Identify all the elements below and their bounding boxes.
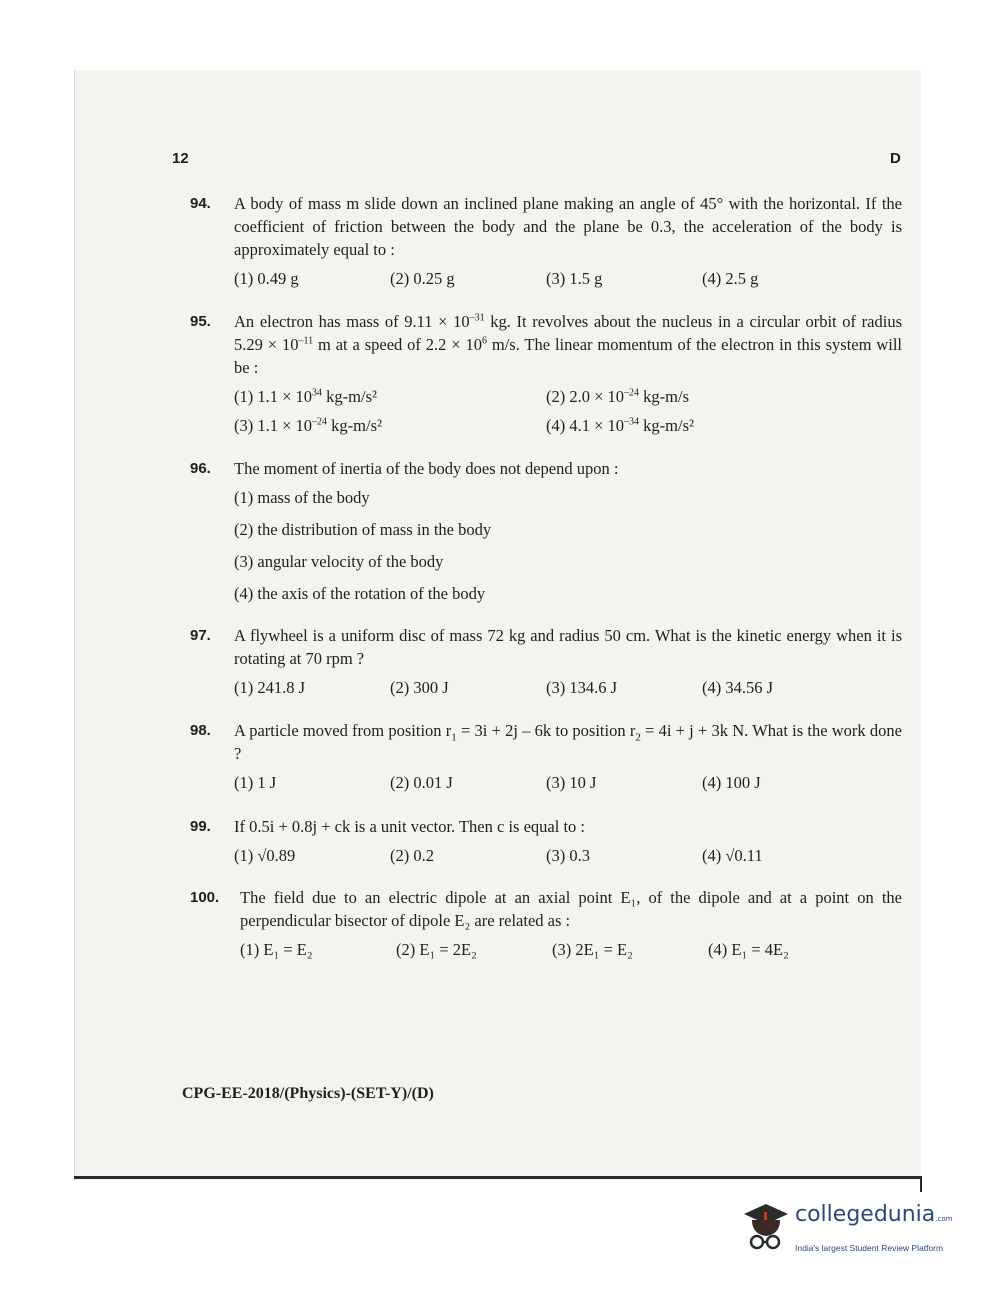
question-number: 99. bbox=[190, 818, 211, 835]
option-1: (1) $1.1 \times 10^{34}$ kg-m/s² bbox=[234, 387, 377, 406]
option-2: (2) 300 J bbox=[390, 678, 449, 697]
question-text: A particle moved from position $r_1 = 3i + 2j - 6k$ to position $r_2 = 4i + j + 3k$ N. What is the work done ? bbox=[234, 721, 902, 763]
option-2: (2) 0.25 g bbox=[390, 269, 455, 288]
options bbox=[234, 486, 902, 614]
question-96 bbox=[190, 457, 902, 614]
question-text: The field due to an electric dipole at an axial point E₁, of the dipole and at a point on the perpendicular bisector of dipole E₂ are related as : bbox=[240, 888, 902, 930]
brand-name: collegedunia.com bbox=[795, 1202, 953, 1227]
question-text: A body of mass m slide down an inclined plane making an angle of 45° with the horizontal. If the coefficient of friction between the body and the plane be 0.3, the acceleration of the body is approximately equal to : bbox=[234, 194, 902, 259]
question-text: The moment of inertia of the body does not depend upon : bbox=[234, 459, 619, 478]
option-4: (4) 100 J bbox=[702, 773, 761, 792]
question-99 bbox=[190, 815, 902, 867]
question-number: 100. bbox=[190, 889, 220, 906]
question-97 bbox=[190, 624, 902, 699]
option-3: (3) 2E₁ = E₂ bbox=[552, 940, 633, 959]
option-3: (3) angular velocity of the body bbox=[234, 552, 444, 571]
option-2: (2) 0.01 J bbox=[390, 773, 453, 792]
options bbox=[234, 385, 902, 437]
brand-tagline: India's largest Student Review Platform bbox=[795, 1243, 944, 1253]
option-1: (1) E₁ = E₂ bbox=[240, 940, 313, 959]
question-98 bbox=[190, 719, 902, 794]
question-number: 98. bbox=[190, 722, 211, 739]
option-1: (1) √0.89 bbox=[234, 846, 296, 865]
option-3: (3) 10 J bbox=[546, 773, 597, 792]
option-4: (4) 34.56 J bbox=[702, 678, 774, 697]
option-1: (1) 1 J bbox=[234, 773, 277, 792]
option-4: (4) 2.5 g bbox=[702, 269, 759, 288]
brand-watermark bbox=[740, 1200, 965, 1260]
question-94 bbox=[190, 192, 902, 290]
question-text: A flywheel is a uniform disc of mass 72 kg and radius 50 cm. What is the kinetic energy when it is rotating at 70 rpm ? bbox=[234, 626, 902, 668]
option-2: (2) $2.0 \times 10^{-24}$ kg-m/s bbox=[546, 387, 690, 406]
option-2: (2) E₁ = 2E₂ bbox=[396, 940, 477, 959]
option-3: (3) 0.3 bbox=[546, 846, 590, 865]
set-letter: D bbox=[890, 150, 901, 167]
question-number: 97. bbox=[190, 627, 211, 644]
page-corner-border bbox=[920, 1176, 922, 1192]
option-1: (1) mass of the body bbox=[234, 488, 370, 507]
question-number: 96. bbox=[190, 460, 211, 477]
options bbox=[240, 938, 902, 961]
option-4: (4) E₁ = 4E₂ bbox=[708, 940, 789, 959]
option-3: (3) 134.6 J bbox=[546, 678, 618, 697]
question-95 bbox=[190, 310, 902, 437]
exam-code: CPG-EE-2018/(Physics)-(SET-Y)/(D) bbox=[182, 1085, 434, 1102]
page-bottom-border bbox=[74, 1176, 920, 1179]
option-4: (4) $4.1 \times 10^{-34}$ kg-m/s² bbox=[546, 416, 694, 435]
graduate-logo-icon bbox=[740, 1200, 792, 1260]
question-100 bbox=[190, 886, 902, 961]
option-3: (3) 1.5 g bbox=[546, 269, 603, 288]
options bbox=[234, 771, 902, 794]
question-text: If 0.5i + 0.8j + ck is a unit vector. Then c is equal to : bbox=[234, 817, 585, 836]
question-number: 95. bbox=[190, 313, 211, 330]
option-4: (4) the axis of the rotation of the body bbox=[234, 584, 486, 603]
option-2: (2) the distribution of mass in the body bbox=[234, 520, 492, 539]
option-2: (2) 0.2 bbox=[390, 846, 434, 865]
page-number: 12 bbox=[172, 150, 189, 167]
question-text: An electron has mass of $9.11 \times 10^{-31}$ kg. It revolves about the nucleus in a circular orbit of radius $5.29 \times 10^{-11}$ m at a speed of $2.2 \times 10^6$ m/s. The linear momentum of the electron in this system will be : bbox=[234, 312, 902, 377]
options bbox=[234, 267, 902, 290]
option-3: (3) $1.1 \times 10^{-24}$ kg-m/s² bbox=[234, 416, 382, 435]
option-1: (1) 241.8 J bbox=[234, 678, 306, 697]
option-4: (4) √0.11 bbox=[702, 846, 763, 865]
options bbox=[234, 676, 902, 699]
options bbox=[234, 844, 902, 867]
option-1: (1) 0.49 g bbox=[234, 269, 299, 288]
question-number: 94. bbox=[190, 195, 211, 212]
